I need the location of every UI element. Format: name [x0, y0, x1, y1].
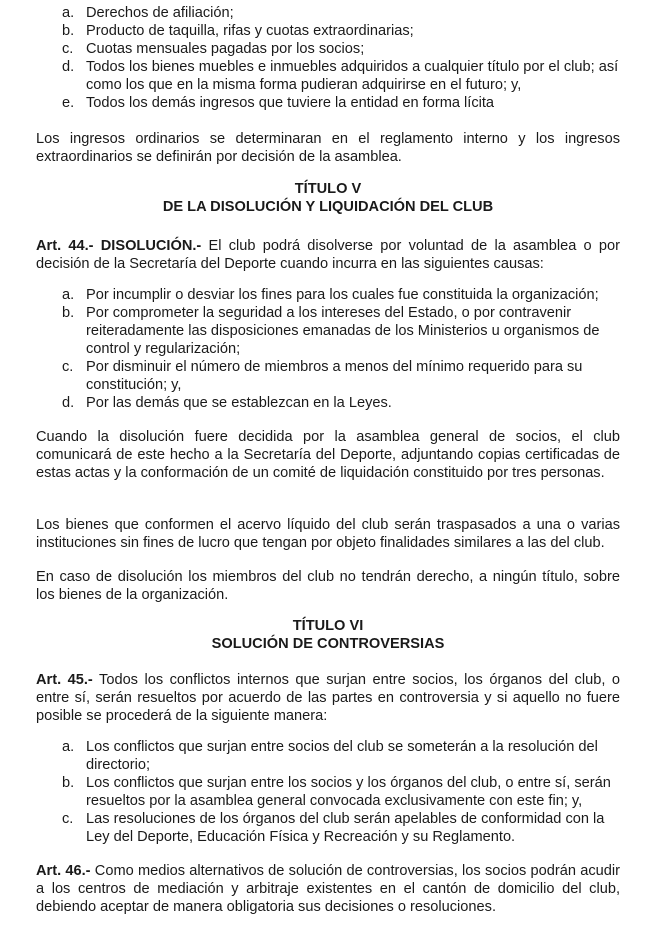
paragraph-derecho: En caso de disolución los miembros del club no tendrán derecho, a ningún título, sobre los bienes de la organización. [36, 569, 620, 603]
titulo-vi-number: TÍTULO VI [292, 618, 364, 634]
list-item-text: Las resoluciones de los órganos del club serán apelables de conformidad con la Ley del Deporte, Educación Física y Recreación y su Reglamento. [86, 811, 605, 845]
list-item-text: Por disminuir el número de miembros a menos del mínimo requerido para su constitución; y, [86, 359, 583, 393]
article-45 [36, 671, 620, 725]
list-item-text: Por incumplir o desviar los fines para los cuales fue constituida la organización; [86, 287, 599, 303]
list-item-text: Los conflictos que surjan entre socios del club se someterán a la resolución del directorio; [86, 739, 598, 773]
list-item-label: c. [62, 41, 74, 57]
list-item-text: Por las demás que se establezcan en la Leyes. [86, 395, 392, 411]
conflictos-list [36, 738, 620, 846]
article-46 [36, 862, 620, 916]
list-item-label: d. [62, 59, 75, 75]
list-item-text: Todos los demás ingresos que tuviere la entidad en forma lícita [86, 95, 495, 111]
ingresos-list [36, 4, 620, 112]
list-item-label: b. [62, 305, 75, 321]
article-44-text: El club podrá disolverse por voluntad de la asamblea o por decisión de la Secretaría del Deporte cuando incurra en las siguientes causas: [36, 238, 621, 272]
list-item [36, 40, 620, 58]
list-item [36, 304, 620, 358]
list-item-text: Cuotas mensuales pagadas por los socios; [86, 41, 365, 57]
article-46-text: Como medios alternativos de solución de controversias, los socios podrán acudir a los centros de mediación y arbitraje existentes en el cantón de domicilio del club, debiendo aceptar de manera obligatoria sus decisiones o resoluciones. [36, 863, 621, 915]
list-item-label: d. [62, 395, 75, 411]
list-item-label: a. [62, 287, 75, 303]
list-item-label: b. [62, 23, 75, 39]
list-item-label: c. [62, 359, 74, 375]
causas-list [36, 286, 620, 412]
article-45-text: Todos los conflictos internos que surjan entre socios, los órganos del club, o entre sí, serán resueltos por acuerdo de las partes en controversia y si aquello no fuere posible se procederá de la siguiente manera: [36, 672, 621, 724]
list-item-label: a. [62, 739, 75, 755]
article-44 [36, 237, 620, 273]
list-item-label: c. [62, 811, 74, 827]
list-item [36, 394, 620, 412]
paragraph-ingresos: Los ingresos ordinarios se determinaran en el reglamento interno y los ingresos extraordinarios se definirán por decisión de la asamblea. [36, 131, 620, 165]
list-item-text: Todos los bienes muebles e inmuebles adquiridos a cualquier título por el club; así como los que en la misma forma pudieran adquirirse en el futuro; y, [86, 59, 619, 93]
titulo-vi-heading [36, 617, 620, 653]
list-item-text: Producto de taquilla, rifas y cuotas extraordinarias; [86, 23, 414, 39]
list-item [36, 358, 620, 394]
titulo-vi-title: SOLUCIÓN DE CONTROVERSIAS [211, 636, 445, 652]
list-item-text: Derechos de afiliación; [86, 5, 234, 21]
list-item [36, 774, 620, 810]
article-46-label: Art. 46.- [36, 863, 91, 879]
list-item-label: b. [62, 775, 75, 791]
titulo-v-heading [36, 180, 620, 216]
paragraph-disolucion: Cuando la disolución fuere decidida por la asamblea general de socios, el club comunicará de este hecho a la Secretaría del Deporte, adjuntando copias certificadas de estas actas y la conformación de un comité de liquidación constituido por tres personas. [36, 429, 620, 481]
list-item [36, 286, 620, 304]
list-item-text: Por comprometer la seguridad a los intereses del Estado, o por contravenir reiteradamente las disposiciones emanadas de los Ministerios u organismos de control y regularización; [86, 305, 600, 357]
titulo-v-number: TÍTULO V [294, 181, 362, 197]
paragraph-bienes: Los bienes que conformen el acervo líquido del club serán traspasados a una o varias instituciones sin fines de lucro que tengan por objeto finalidades similares a las del club. [36, 517, 620, 551]
list-item-text: Los conflictos que surjan entre los socios y los órganos del club, o entre sí, serán resueltos por la asamblea general convocada exclusivamente con este fin; y, [86, 775, 611, 809]
article-44-label: Art. 44.- DISOLUCIÓN.- [36, 238, 202, 254]
list-item [36, 810, 620, 846]
titulo-v-title: DE LA DISOLUCIÓN Y LIQUIDACIÓN DEL CLUB [162, 199, 494, 215]
list-item [36, 4, 620, 22]
article-45-label: Art. 45.- [36, 672, 93, 688]
list-item [36, 22, 620, 40]
list-item-label: a. [62, 5, 75, 21]
list-item [36, 738, 620, 774]
list-item-label: e. [62, 95, 75, 111]
list-item [36, 94, 620, 112]
list-item [36, 58, 620, 94]
